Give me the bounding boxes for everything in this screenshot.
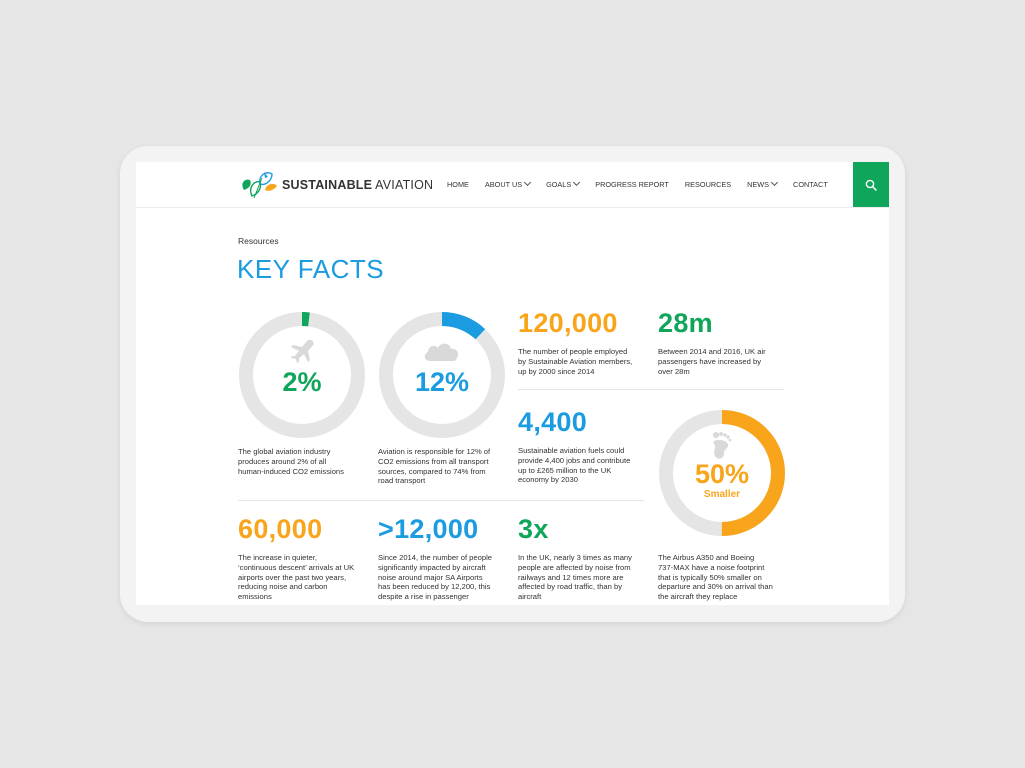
description-line: The Airbus A350 and Boeing <box>658 553 755 562</box>
nav-item-contact[interactable] <box>793 180 828 189</box>
nav-item-label: NEWS <box>747 180 770 189</box>
description-line: up to £265 million to the UK <box>518 465 612 475</box>
description-line: significantly impacted by aircraft <box>378 562 486 572</box>
description-line: the aircraft they replace <box>658 592 738 602</box>
stat-description <box>238 447 366 476</box>
page-title: KEY FACTS <box>237 254 385 284</box>
stat-value: 50% <box>694 459 750 489</box>
description-line: provide 4,400 jobs and contribute <box>518 455 631 465</box>
description-line: up by 2000 since 2014 <box>518 366 595 376</box>
description-line: CO2 emissions from all transport <box>378 456 489 466</box>
nav-item-about-us[interactable] <box>485 180 530 189</box>
nav-item-goals[interactable] <box>546 180 579 189</box>
site-logo[interactable] <box>238 168 433 202</box>
stat-subtitle: Smaller <box>703 489 741 500</box>
stat-description <box>378 553 506 602</box>
description-line: has been reduced by 12,200, this <box>378 582 491 592</box>
stat-value: 4,400 <box>518 407 588 437</box>
stat-description <box>658 347 786 376</box>
description-line: road transport <box>378 476 426 486</box>
description-line: Between 2014 and 2016, UK air <box>658 347 766 356</box>
plane-icon <box>288 337 316 365</box>
logo-text: SUSTAINABLE AVIATION <box>282 178 434 192</box>
aviation-share-donut <box>238 311 366 439</box>
description-line: emissions <box>238 592 272 602</box>
description-line: produces around 2% of all <box>238 456 327 466</box>
transport-share-donut <box>378 311 506 439</box>
description-line: Since 2014, the number of people <box>378 553 492 562</box>
stat-description <box>518 446 646 485</box>
chevron-down-icon <box>573 179 580 186</box>
description-line: sources, compared to 74% from <box>378 466 486 476</box>
nav-item-resources[interactable] <box>685 180 731 189</box>
description-line: departure and 30% on arrival than <box>658 582 773 592</box>
stat-description <box>518 553 646 602</box>
description-line: human-induced CO2 emissions <box>238 466 344 476</box>
chevron-down-icon <box>524 179 531 186</box>
nav-item-label: HOME <box>447 180 469 189</box>
stat-description <box>518 347 646 376</box>
stat-description <box>378 447 506 486</box>
description-line: noise around major SA Airports <box>378 572 483 582</box>
description-line: that is typically 50% smaller on <box>658 572 762 582</box>
description-line: passengers have increased by <box>658 356 762 366</box>
description-line: railways and 12 times more are <box>518 572 624 582</box>
description-line: by Sustainable Aviation members, <box>518 356 633 366</box>
description-line: economy by 2030 <box>518 475 578 485</box>
description-line: The number of people employed <box>518 347 628 356</box>
stat-value: 120,000 <box>518 308 618 338</box>
stat-description <box>658 553 786 602</box>
description-line: people are affected by noise from <box>518 562 631 572</box>
search-icon <box>865 179 877 191</box>
stat-value: 12% <box>414 367 470 397</box>
nav-item-label: PROGRESS REPORT <box>595 180 669 189</box>
stat-value: 28m <box>658 308 713 338</box>
divider <box>518 389 784 390</box>
stat-value: 60,000 <box>238 514 323 544</box>
browser-screen <box>136 162 889 605</box>
description-line: affected by road traffic, than by <box>518 582 622 592</box>
breadcrumb[interactable]: Resources <box>238 236 279 246</box>
main-nav <box>447 162 844 207</box>
description-line: reducing noise and carbon <box>238 582 328 592</box>
footprint-icon <box>710 431 734 461</box>
nav-item-label: ABOUT US <box>484 180 523 189</box>
nav-item-label: GOALS <box>546 180 572 189</box>
nav-item-progress-report[interactable] <box>595 180 669 189</box>
nav-item-home[interactable] <box>447 180 469 189</box>
description-line: The increase in quieter, <box>238 553 317 562</box>
leaf-plane-logo-icon <box>238 168 278 202</box>
description-line: despite a rise in passenger <box>378 592 469 602</box>
description-line: airports over the past two years, <box>238 572 347 582</box>
stat-value: 2% <box>282 367 322 397</box>
description-line: aircraft <box>518 592 542 602</box>
cloud-icon <box>422 339 462 363</box>
divider <box>238 500 644 501</box>
nav-item-news[interactable] <box>747 180 777 189</box>
description-line: 737-MAX have a noise footprint <box>658 562 765 572</box>
stat-value: 3x <box>518 514 549 544</box>
search-button[interactable] <box>853 162 889 207</box>
noise-footprint-donut <box>658 409 786 537</box>
description-line: In the UK, nearly 3 times as many <box>518 553 632 562</box>
description-line: Aviation is responsible for 12% of <box>378 447 491 456</box>
nav-item-label: CONTACT <box>793 180 828 189</box>
description-line: ‘continuous descent’ arrivals at UK <box>238 562 355 572</box>
chevron-down-icon <box>771 179 778 186</box>
description-line: The global aviation industry <box>238 447 331 456</box>
stat-value: >12,000 <box>378 514 479 544</box>
description-line: Sustainable aviation fuels could <box>518 446 625 455</box>
nav-item-label: RESOURCES <box>684 180 732 189</box>
stat-description <box>238 553 366 602</box>
description-line: over 28m <box>658 366 690 376</box>
site-header <box>136 162 889 208</box>
